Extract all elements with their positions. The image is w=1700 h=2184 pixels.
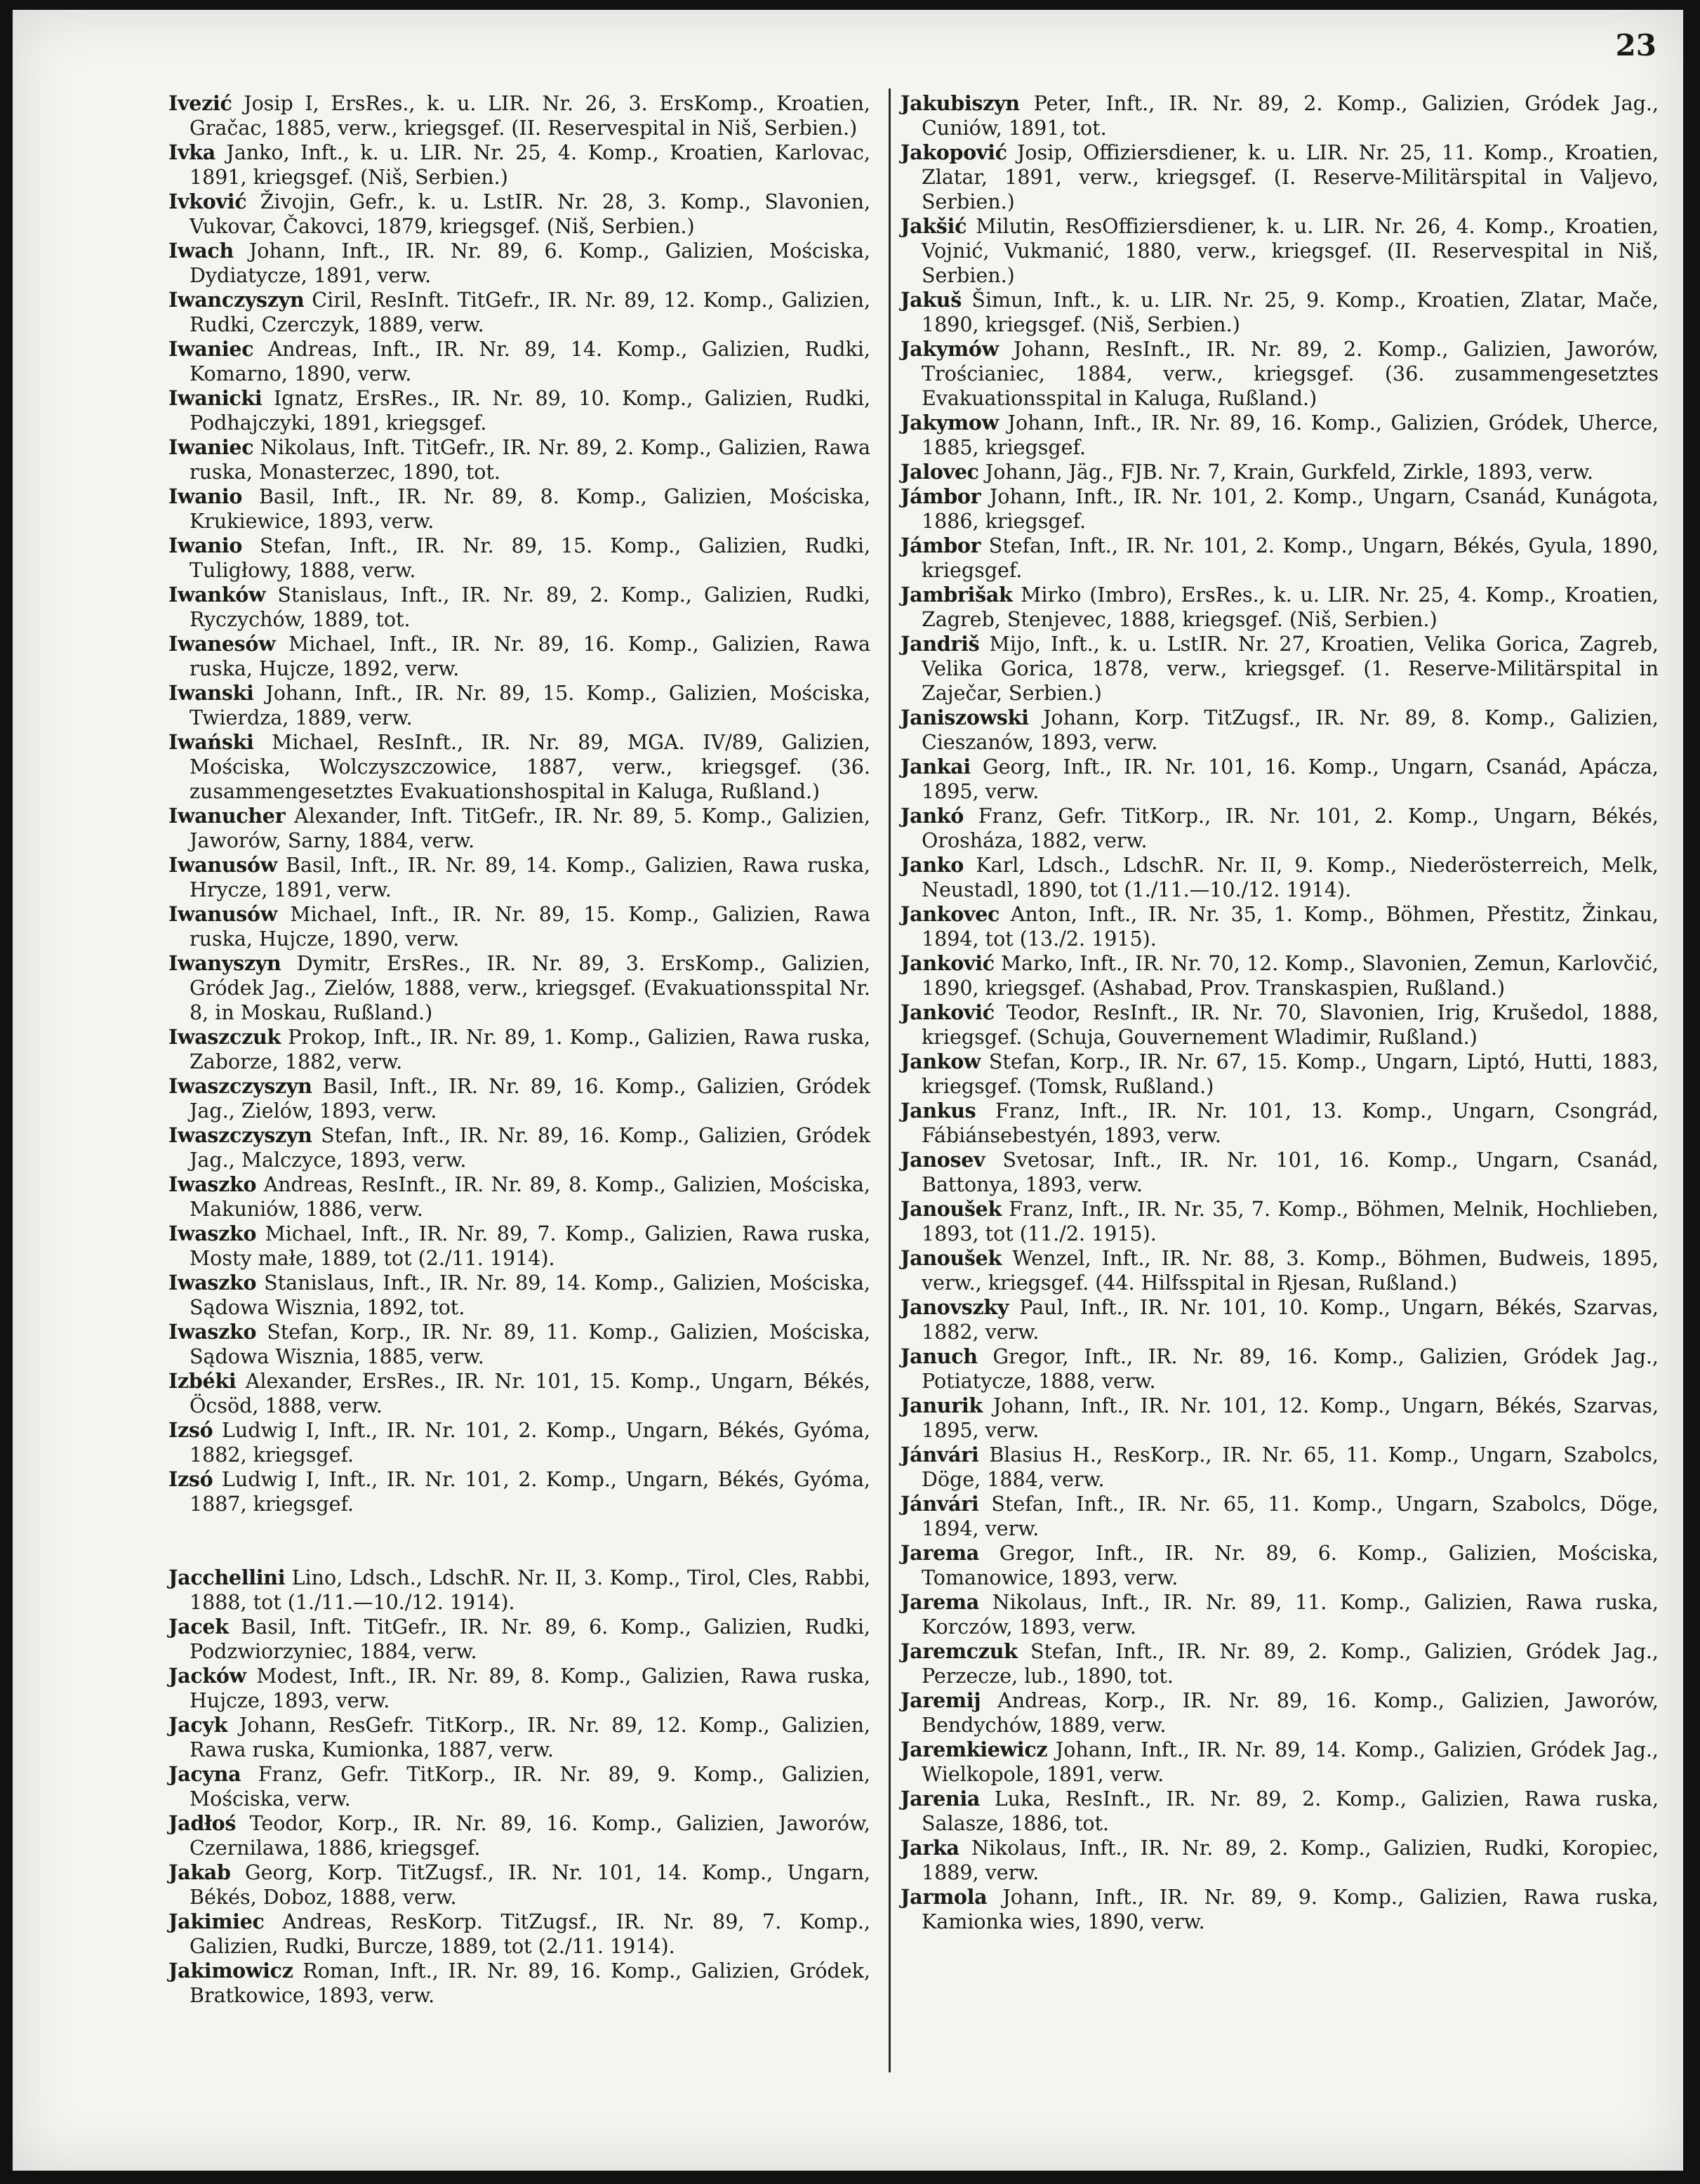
entry-details: Luka, ResInft., IR. Nr. 89, 2. Komp., Galizien, Rawa ruska, Salasze, 1886, tot.: [922, 1787, 1659, 1835]
entry-surname: Ivezić: [168, 91, 232, 115]
entry-details: Johann, Inft., IR. Nr. 89, 15. Komp., Galizien, Mościska, Twierdza, 1889, verw.: [190, 682, 870, 729]
entry-surname: Jánvári: [901, 1492, 979, 1516]
entry-surname: Jacyk: [168, 1713, 228, 1737]
casualty-entry: [168, 1713, 870, 1762]
entry-surname: Iwaszko: [168, 1320, 257, 1344]
entry-details: Stefan, Inft., IR. Nr. 65, 11. Komp., Ungarn, Szabolcs, Döge, 1894, verw.: [922, 1493, 1659, 1540]
entry-details: Mijo, Inft., k. u. LstIR. Nr. 27, Kroatien, Velika Gorica, Zagreb, Velika Gorica, 1878, verw., kriegsgef. (1. Reserve-Militärspital in Zaječar, Serbien.): [922, 633, 1659, 705]
casualty-entry: [168, 1123, 870, 1172]
entry-details: Franz, Inft., IR. Nr. 35, 7. Komp., Böhmen, Melnik, Hochlieben, 1893, tot (11./2. 1915).: [922, 1198, 1659, 1245]
entry-surname: Jarmola: [901, 1885, 988, 1909]
casualty-entry: [901, 1885, 1659, 1934]
casualty-entry: [168, 1762, 870, 1811]
entry-surname: Janoušek: [901, 1246, 1002, 1270]
entry-surname: Jankó: [901, 804, 964, 828]
casualty-entry: [168, 337, 870, 386]
casualty-entry: [901, 1738, 1659, 1787]
casualty-entry: [901, 1000, 1659, 1050]
entry-details: Johann, Inft., IR. Nr. 101, 2. Komp., Ungarn, Csanád, Kunágota, 1886, kriegsgef.: [922, 485, 1659, 533]
casualty-entry: [901, 1787, 1659, 1836]
casualty-entry: [901, 632, 1659, 706]
entry-details: Anton, Inft., IR. Nr. 35, 1. Komp., Böhmen, Přestitz, Žinkau, 1894, tot (13./2. 1915).: [922, 903, 1659, 951]
entry-details: Franz, Gefr. TitKorp., IR. Nr. 89, 9. Komp., Galizien, Mościska, verw.: [190, 1763, 870, 1811]
entry-details: Karl, Ldsch., LdschR. Nr. II, 9. Komp., Niederösterreich, Melk, Neustadl, 1890, tot (1./11.—10./12. 1914).: [922, 854, 1659, 901]
casualty-entry: [901, 1394, 1659, 1443]
entry-surname: Jakimiec: [168, 1910, 265, 1933]
entry-details: Michael, Inft., IR. Nr. 89, 15. Komp., Galizien, Rawa ruska, Hujcze, 1890, verw.: [190, 903, 870, 951]
right-entries-j: [901, 91, 1659, 1934]
entry-details: Nikolaus, Inft. TitGefr., IR. Nr. 89, 2. Komp., Galizien, Rawa ruska, Monasterzec, 1890, tot.: [190, 436, 870, 484]
entry-surname: Janković: [901, 1000, 995, 1024]
entry-details: Prokop, Inft., IR. Nr. 89, 1. Komp., Galizien, Rawa ruska, Zaborze, 1882, verw.: [190, 1026, 870, 1073]
entry-surname: Janosev: [901, 1148, 985, 1172]
casualty-entry: [168, 190, 870, 239]
casualty-entry: [168, 1566, 870, 1615]
entry-details: Basil, Inft., IR. Nr. 89, 14. Komp., Galizien, Rawa ruska, Hrycze, 1891, verw.: [190, 854, 870, 901]
page-number: 23: [1615, 28, 1656, 62]
casualty-entry: [168, 1025, 870, 1074]
casualty-entry: [901, 288, 1659, 337]
entry-details: Josip, Offiziersdiener, k. u. LIR. Nr. 25, 11. Komp., Kroatien, Zlatar, 1891, verw., kriegsgef. (I. Reserve-Militärspital in Valjevo, Serbien.): [922, 141, 1659, 213]
casualty-entry: [901, 1541, 1659, 1590]
casualty-entry: [168, 804, 870, 853]
entry-surname: Iwach: [168, 239, 234, 263]
casualty-entry: [168, 902, 870, 951]
entry-surname: Janković: [901, 951, 995, 975]
left-entries-i: [168, 91, 870, 1516]
entry-details: Gregor, Inft., IR. Nr. 89, 6. Komp., Galizien, Mościska, Tomanowice, 1893, verw.: [922, 1542, 1659, 1589]
entry-surname: Iwanków: [168, 583, 266, 607]
entry-details: Johann, Inft., IR. Nr. 89, 6. Komp., Galizien, Mościska, Dydiatycze, 1891, verw.: [190, 239, 870, 287]
entry-surname: Jankow: [901, 1050, 981, 1073]
entry-surname: Izsó: [168, 1467, 213, 1491]
casualty-entry: [168, 1664, 870, 1713]
entry-surname: Jankovec: [901, 902, 1000, 926]
entry-surname: Janoušek: [901, 1197, 1002, 1221]
casualty-entry: [168, 1222, 870, 1271]
casualty-entry: [168, 239, 870, 288]
entry-surname: Jaremkiewicz: [901, 1738, 1048, 1761]
entry-details: Roman, Inft., IR. Nr. 89, 16. Komp., Galizien, Gródek, Bratkowice, 1893, verw.: [190, 1959, 870, 2007]
entry-surname: Iwaszczuk: [168, 1025, 281, 1049]
entry-details: Georg, Inft., IR. Nr. 101, 16. Komp., Ungarn, Csanád, Apácza, 1895, verw.: [922, 755, 1659, 803]
scanned-page: [13, 10, 1683, 2171]
casualty-entry: [168, 288, 870, 337]
entry-surname: Iwanio: [168, 534, 243, 557]
casualty-entry: [168, 91, 870, 140]
entry-surname: Januch: [901, 1344, 978, 1368]
entry-details: Johann, Jäg., FJB. Nr. 7, Krain, Gurkfeld, Zirkle, 1893, verw.: [978, 461, 1594, 484]
casualty-entry: [901, 1836, 1659, 1885]
casualty-entry: [168, 1811, 870, 1860]
entry-details: Ciril, ResInft. TitGefr., IR. Nr. 89, 12. Komp., Galizien, Rudki, Czerczyk, 1889, verw.: [190, 289, 870, 336]
entry-surname: Jakopović: [901, 140, 1007, 164]
entry-surname: Jacek: [168, 1615, 229, 1639]
casualty-entry: [901, 1344, 1659, 1394]
entry-details: Stefan, Inft., IR. Nr. 89, 2. Komp., Galizien, Gródek Jag., Perzecze, lub., 1890, tot.: [922, 1640, 1659, 1688]
casualty-entry: [901, 1590, 1659, 1639]
entry-surname: Jacchellini: [168, 1566, 286, 1589]
casualty-entry: [901, 534, 1659, 583]
entry-surname: Iwanski: [168, 681, 254, 705]
entry-details: Lino, Ldsch., LdschR. Nr. II, 3. Komp., Tirol, Cles, Rabbi, 1888, tot (1./11.—10./12. 1914).: [190, 1566, 870, 1614]
entry-surname: Iwanczyszyn: [168, 288, 305, 312]
entry-details: Michael, Inft., IR. Nr. 89, 7. Komp., Galizien, Rawa ruska, Mosty małe, 1889, tot (2./11. 1914).: [190, 1222, 870, 1270]
casualty-entry: [901, 706, 1659, 755]
casualty-entry: [168, 1467, 870, 1516]
entry-details: Johann, ResInft., IR. Nr. 89, 2. Komp., Galizien, Jaworów, Trościaniec, 1884, verw., kriegsgef. (36. zusammengesetztes Evakuationsspital in Kaluga, Rußland.): [922, 338, 1659, 410]
entry-details: Ludwig I, Inft., IR. Nr. 101, 2. Komp., Ungarn, Békés, Gyóma, 1882, kriegsgef.: [190, 1419, 870, 1467]
entry-details: Basil, Inft., IR. Nr. 89, 8. Komp., Galizien, Mościska, Krukiewice, 1893, verw.: [190, 485, 870, 533]
entry-details: Gregor, Inft., IR. Nr. 89, 16. Komp., Galizien, Gródek Jag., Potiatycze, 1888, verw.: [922, 1345, 1659, 1393]
entry-details: Johann, Inft., IR. Nr. 89, 9. Komp., Galizien, Rawa ruska, Kamionka wies, 1890, verw.: [922, 1886, 1659, 1933]
entry-details: Franz, Gefr. TitKorp., IR. Nr. 101, 2. Komp., Ungarn, Békés, Orosháza, 1882, verw.: [922, 805, 1659, 852]
entry-details: Stefan, Korp., IR. Nr. 67, 15. Komp., Ungarn, Liptó, Hutti, 1883, kriegsgef. (Tomsk, Rußland.): [922, 1050, 1659, 1098]
casualty-entry: [901, 1492, 1659, 1541]
casualty-entry: [168, 386, 870, 435]
casualty-entry: [168, 1074, 870, 1123]
casualty-entry: [901, 337, 1659, 411]
entry-surname: Jadłoś: [168, 1811, 237, 1835]
casualty-entry: [901, 1246, 1659, 1295]
entry-surname: Jakab: [168, 1860, 231, 1884]
casualty-entry: [901, 1050, 1659, 1099]
entry-details: Alexander, Inft. TitGefr., IR. Nr. 89, 5. Komp., Galizien, Jaworów, Sarny, 1884, verw.: [190, 805, 870, 852]
entry-surname: Jandriš: [901, 632, 980, 656]
entry-surname: Ivka: [168, 140, 215, 164]
entry-surname: Ivković: [168, 190, 247, 213]
entry-surname: Iwanio: [168, 484, 243, 508]
casualty-entry: [901, 1639, 1659, 1688]
casualty-entry: [901, 460, 1659, 484]
entry-details: Michael, ResInft., IR. Nr. 89, MGA. IV/89, Galizien, Mościska, Wolczyszczowice, 1887, verw., kriegsgef. (36. zusammengesetztes Evakuationshospital in Kaluga, Rußland.): [190, 731, 870, 803]
casualty-entry: [901, 411, 1659, 460]
entry-details: Johann, Inft., IR. Nr. 89, 14. Komp., Galizien, Gródek Jag., Wielkopole, 1891, verw.: [922, 1738, 1659, 1786]
entry-details: Ludwig I, Inft., IR. Nr. 101, 2. Komp., Ungarn, Békés, Gyóma, 1887, kriegsgef.: [190, 1468, 870, 1516]
casualty-entry: [168, 1615, 870, 1664]
casualty-entry: [168, 1959, 870, 2008]
entry-surname: Iwaszczyszyn: [168, 1074, 312, 1098]
entry-details: Stefan, Inft., IR. Nr. 89, 15. Komp., Galizien, Rudki, Tuligłowy, 1888, verw.: [190, 534, 870, 582]
right-column: [901, 91, 1659, 1934]
entry-details: Josip I, ErsRes., k. u. LIR. Nr. 26, 3. ErsKomp., Kroatien, Gračac, 1885, verw., kriegsgef. (II. Reservespital in Niš, Serbien.): [190, 92, 870, 140]
entry-details: Teodor, Korp., IR. Nr. 89, 16. Komp., Galizien, Jaworów, Czernilawa, 1886, kriegsgef.: [190, 1812, 870, 1860]
entry-surname: Janiszowski: [901, 706, 1029, 729]
entry-details: Johann, Korp. TitZugsf., IR. Nr. 89, 8. Komp., Galizien, Cieszanów, 1893, verw.: [922, 706, 1659, 754]
entry-details: Živojin, Gefr., k. u. LstIR. Nr. 28, 3. Komp., Slavonien, Vukovar, Čakovci, 1879, kriegsgef. (Niš, Serbien.): [190, 190, 870, 238]
entry-details: Stefan, Korp., IR. Nr. 89, 11. Komp., Galizien, Mościska, Sądowa Wisznia, 1885, verw.: [190, 1321, 870, 1368]
entry-surname: Jámbor: [901, 534, 981, 557]
entry-surname: Jarema: [901, 1590, 979, 1614]
casualty-entry: [168, 1369, 870, 1418]
column-divider: [889, 88, 891, 2072]
entry-details: Modest, Inft., IR. Nr. 89, 8. Komp., Galizien, Rawa ruska, Hujcze, 1893, verw.: [190, 1665, 870, 1712]
entry-surname: Jámbor: [901, 484, 981, 508]
entry-surname: Iwanusów: [168, 902, 277, 926]
casualty-entry: [901, 1148, 1659, 1197]
casualty-entry: [901, 804, 1659, 853]
entry-surname: Jarema: [901, 1541, 979, 1565]
casualty-entry: [168, 140, 870, 190]
casualty-entry: [901, 755, 1659, 804]
casualty-entry: [168, 534, 870, 583]
left-column: [168, 91, 870, 2008]
entry-details: Andreas, ResInft., IR. Nr. 89, 8. Komp., Galizien, Mościska, Makuniów, 1886, verw.: [190, 1173, 870, 1221]
entry-details: Franz, Inft., IR. Nr. 101, 13. Komp., Ungarn, Csongrád, Fábiánsebestyén, 1893, verw.: [922, 1099, 1659, 1147]
entry-details: Basil, Inft. TitGefr., IR. Nr. 89, 6. Komp., Galizien, Rudki, Podzwiorzyniec, 1884, verw.: [190, 1615, 870, 1663]
entry-details: Dymitr, ErsRes., IR. Nr. 89, 3. ErsKomp., Galizien, Gródek Jag., Zielów, 1888, verw., kriegsgef. (Evakuationsspital Nr. 8, in Moskau, Rußland.): [190, 952, 870, 1024]
casualty-entry: [168, 435, 870, 484]
entry-details: Svetosar, Inft., IR. Nr. 101, 16. Komp., Ungarn, Csanád, Battonya, 1893, verw.: [922, 1149, 1659, 1196]
entry-details: Teodor, ResInft., IR. Nr. 70, Slavonien, Irig, Krušedol, 1888, kriegsgef. (Schuja, Gouvernement Wladimir, Rußland.): [922, 1001, 1659, 1049]
entry-surname: Iwanyszyn: [168, 951, 281, 975]
casualty-entry: [168, 484, 870, 534]
casualty-entry: [901, 1197, 1659, 1246]
left-entries-j: [168, 1566, 870, 2008]
entry-details: Stanislaus, Inft., IR. Nr. 89, 14. Komp., Galizien, Mościska, Sądowa Wisznia, 1892, tot.: [190, 1271, 870, 1319]
entry-details: Andreas, ResKorp. TitZugsf., IR. Nr. 89, 7. Komp., Galizien, Rudki, Burcze, 1889, tot (2./11. 1914).: [190, 1910, 870, 1958]
casualty-entry: [168, 681, 870, 730]
entry-surname: Jacyna: [168, 1762, 241, 1786]
entry-surname: Izsó: [168, 1418, 213, 1442]
casualty-entry: [168, 1172, 870, 1222]
casualty-entry: [901, 140, 1659, 214]
entry-surname: Jánvári: [901, 1443, 979, 1467]
casualty-entry: [901, 484, 1659, 534]
entry-details: Johann, Inft., IR. Nr. 89, 16. Komp., Galizien, Gródek, Uherce, 1885, kriegsgef.: [922, 411, 1659, 459]
casualty-entry: [168, 730, 870, 804]
entry-surname: Jalovec: [901, 460, 979, 484]
entry-surname: Iwanesów: [168, 632, 276, 656]
entry-details: Milutin, ResOffiziersdiener, k. u. LIR. Nr. 26, 4. Komp., Kroatien, Vojnić, Vukmanić, 1880, verw., kriegsgef. (II. Reservespital in Niš, Serbien.): [922, 215, 1659, 287]
entry-surname: Iwaniec: [168, 435, 254, 459]
entry-surname: Janko: [901, 853, 964, 877]
entry-details: Basil, Inft., IR. Nr. 89, 16. Komp., Galizien, Gródek Jag., Zielów, 1893, verw.: [190, 1075, 870, 1123]
entry-details: Mirko (Imbro), ErsRes., k. u. LIR. Nr. 25, 4. Komp., Kroatien, Zagreb, Stenjevec, 1888, kriegsgef. (Niš, Serbien.): [922, 583, 1659, 631]
entry-surname: Jaremczuk: [901, 1639, 1018, 1663]
entry-surname: Jakšić: [901, 214, 967, 238]
entry-surname: Janovszky: [901, 1295, 1009, 1319]
entry-surname: Iwaniec: [168, 337, 254, 361]
entry-surname: Izbéki: [168, 1369, 237, 1393]
casualty-entry: [901, 214, 1659, 288]
entry-details: Nikolaus, Inft., IR. Nr. 89, 2. Komp., Galizien, Rudki, Koropiec, 1889, verw.: [922, 1836, 1659, 1884]
casualty-entry: [168, 583, 870, 632]
entry-surname: Iwaszko: [168, 1222, 257, 1245]
entry-details: Ignatz, ErsRes., IR. Nr. 89, 10. Komp., Galizien, Rudki, Podhajczyki, 1891, kriegsgef.: [190, 387, 870, 435]
entry-surname: Iwanucher: [168, 804, 286, 828]
entry-surname: Jakymow: [901, 411, 999, 435]
casualty-entry: [168, 853, 870, 902]
entry-surname: Jambrišak: [901, 583, 1013, 607]
entry-surname: Iwanusów: [168, 853, 277, 877]
entry-surname: Iwański: [168, 730, 254, 754]
entry-details: Andreas, Korp., IR. Nr. 89, 16. Komp., Galizien, Jaworów, Bendychów, 1889, verw.: [922, 1689, 1659, 1737]
entry-surname: Janurik: [901, 1394, 983, 1417]
entry-details: Alexander, ErsRes., IR. Nr. 101, 15. Komp., Ungarn, Békés, Öcsöd, 1888, verw.: [190, 1370, 870, 1417]
entry-surname: Jakimowicz: [168, 1959, 293, 1983]
entry-details: Michael, Inft., IR. Nr. 89, 16. Komp., Galizien, Rawa ruska, Hujcze, 1892, verw.: [190, 633, 870, 680]
entry-surname: Iwaszczyszyn: [168, 1123, 312, 1147]
entry-details: Johann, Inft., IR. Nr. 101, 12. Komp., Ungarn, Békés, Szarvas, 1895, verw.: [922, 1394, 1659, 1442]
entry-surname: Jakuš: [901, 288, 962, 312]
entry-surname: Jakubiszyn: [901, 91, 1020, 115]
casualty-entry: [901, 951, 1659, 1000]
casualty-entry: [901, 902, 1659, 951]
entry-details: Stefan, Inft., IR. Nr. 89, 16. Komp., Galizien, Gródek Jag., Malczyce, 1893, verw.: [190, 1124, 870, 1172]
letter-section-gap: [168, 1516, 870, 1566]
entry-details: Paul, Inft., IR. Nr. 101, 10. Komp., Ungarn, Békés, Szarvas, 1882, verw.: [922, 1296, 1659, 1344]
casualty-entry: [168, 1418, 870, 1467]
entry-details: Marko, Inft., IR. Nr. 70, 12. Komp., Slavonien, Zemun, Karlovčić, 1890, kriegsgef. (Ashabad, Prov. Transkaspien, Rußland.): [922, 952, 1659, 1000]
entry-surname: Iwaszko: [168, 1172, 257, 1196]
entry-details: Šimun, Inft., k. u. LIR. Nr. 25, 9. Komp., Kroatien, Zlatar, Mače, 1890, kriegsgef. (Niš, Serbien.): [922, 289, 1659, 336]
entry-surname: Jankus: [901, 1099, 976, 1123]
entry-details: Janko, Inft., k. u. LIR. Nr. 25, 4. Komp., Kroatien, Karlovac, 1891, kriegsgef. (Niš, Serbien.): [190, 141, 870, 189]
entry-surname: Jakymów: [901, 337, 999, 361]
casualty-entry: [901, 1443, 1659, 1492]
casualty-entry: [168, 1910, 870, 1959]
casualty-entry: [901, 91, 1659, 140]
entry-surname: Jacków: [168, 1664, 246, 1688]
casualty-entry: [168, 1271, 870, 1320]
casualty-entry: [901, 853, 1659, 902]
entry-details: Nikolaus, Inft., IR. Nr. 89, 11. Komp., Galizien, Rawa ruska, Korczów, 1893, verw.: [922, 1591, 1659, 1639]
entry-details: Georg, Korp. TitZugsf., IR. Nr. 101, 14. Komp., Ungarn, Békés, Doboz, 1888, verw.: [190, 1861, 870, 1909]
entry-details: Blasius H., ResKorp., IR. Nr. 65, 11. Komp., Ungarn, Szabolcs, Döge, 1884, verw.: [922, 1443, 1659, 1491]
entry-details: Wenzel, Inft., IR. Nr. 88, 3. Komp., Böhmen, Budweis, 1895, verw., kriegsgef. (44. Hilfsspital in Rjesan, Rußland.): [922, 1247, 1659, 1295]
entry-details: Stefan, Inft., IR. Nr. 101, 2. Komp., Ungarn, Békés, Gyula, 1890, kriegsgef.: [922, 534, 1659, 582]
entry-details: Stanislaus, Inft., IR. Nr. 89, 2. Komp., Galizien, Rudki, Ryczychów, 1889, tot.: [190, 583, 870, 631]
entry-surname: Iwanicki: [168, 386, 263, 410]
entry-details: Johann, ResGefr. TitKorp., IR. Nr. 89, 12. Komp., Galizien, Rawa ruska, Kumionka, 1887, verw.: [190, 1714, 870, 1761]
casualty-entry: [168, 951, 870, 1025]
entry-surname: Iwaszko: [168, 1271, 257, 1295]
entry-surname: Jaremij: [901, 1688, 981, 1712]
casualty-entry: [168, 1860, 870, 1910]
casualty-entry: [901, 1688, 1659, 1738]
casualty-entry: [901, 1295, 1659, 1344]
entry-surname: Jankai: [901, 755, 971, 779]
casualty-entry: [901, 583, 1659, 632]
entry-surname: Jarenia: [901, 1787, 981, 1811]
casualty-entry: [901, 1099, 1659, 1148]
casualty-entry: [168, 1320, 870, 1369]
entry-surname: Jarka: [901, 1836, 959, 1860]
entry-details: Andreas, Inft., IR. Nr. 89, 14. Komp., Galizien, Rudki, Komarno, 1890, verw.: [190, 338, 870, 385]
casualty-entry: [168, 632, 870, 681]
entry-details: Peter, Inft., IR. Nr. 89, 2. Komp., Galizien, Gródek Jag., Cuniów, 1891, tot.: [922, 92, 1659, 140]
